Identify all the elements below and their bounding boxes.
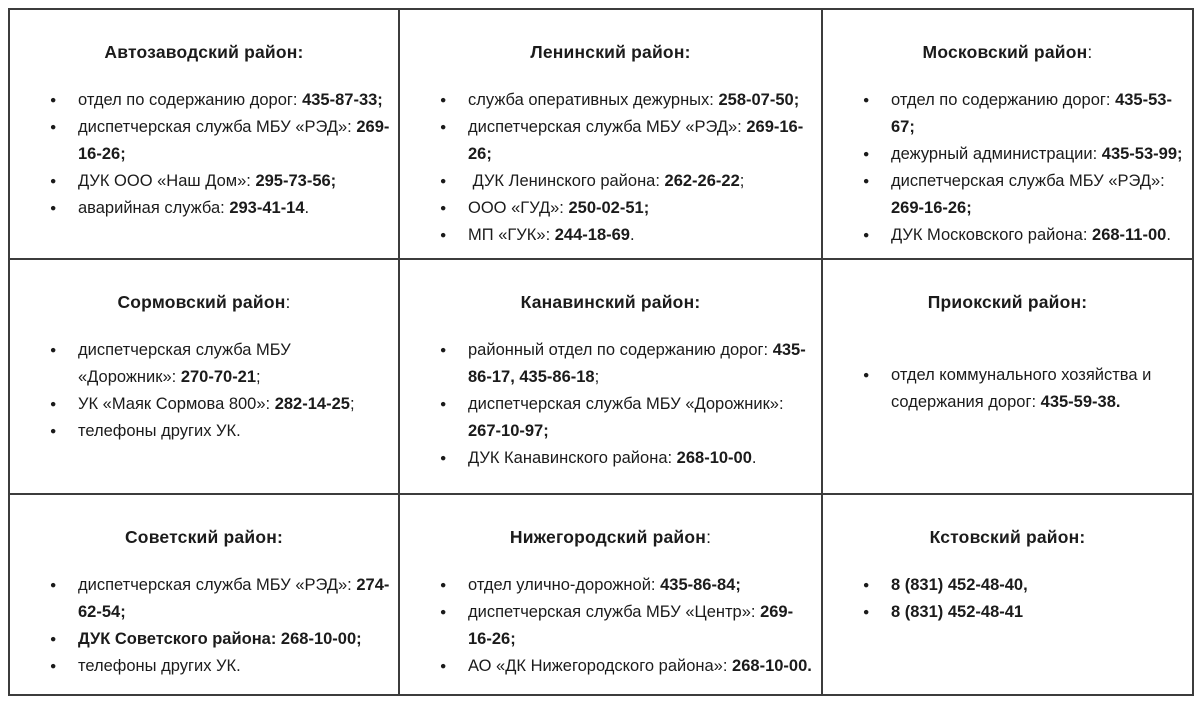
phone-number: 8 (831) 452-48-40, xyxy=(891,576,1028,594)
district-cell-kanavinsky xyxy=(400,260,823,495)
title-segment: Нижегородский район xyxy=(509,527,707,547)
district-title xyxy=(400,290,821,314)
phone-number: 268-10-00. xyxy=(732,657,812,675)
phone-list-item xyxy=(10,626,392,653)
phone-list xyxy=(10,572,398,680)
service-label: диспетчерская служба МБУ «Дорожник»: xyxy=(78,341,296,386)
districts-table xyxy=(8,8,1194,696)
phone-list-item xyxy=(10,391,392,418)
title-segment: Автозаводский район: xyxy=(104,42,304,62)
service-label: отдел по содержанию дорог: xyxy=(78,91,303,109)
phone-list-item xyxy=(823,168,1186,222)
phone-list xyxy=(10,87,398,222)
service-label: УК «Маяк Сормова 800»: xyxy=(78,395,275,413)
phone-list-item xyxy=(400,222,815,249)
service-label: диспетчерская служба МБУ «РЭД»: xyxy=(78,118,357,136)
title-segment: : xyxy=(285,292,291,312)
phone-number: 250-02-51; xyxy=(568,199,650,217)
district-cell-nizhegorodsky xyxy=(400,495,823,694)
service-label: ; xyxy=(256,368,261,386)
phone-number: 435-59-38. xyxy=(1040,393,1121,411)
title-segment: Московский район xyxy=(922,42,1088,62)
district-title xyxy=(10,290,398,314)
phone-list-item xyxy=(400,391,815,445)
phone-list-item xyxy=(823,222,1186,249)
title-segment: Ленинский район: xyxy=(530,42,691,62)
phone-list-item xyxy=(400,445,815,472)
phone-number: 274-62-54; xyxy=(78,576,390,621)
phone-list-item xyxy=(400,337,815,391)
phone-list-item xyxy=(400,572,815,599)
phone-list xyxy=(823,362,1192,416)
phone-list-item xyxy=(823,362,1186,416)
phone-number: 269-16-26; xyxy=(468,118,804,163)
phone-number: 435-53-67; xyxy=(891,91,1172,136)
service-label: диспетчерская служба МБУ «РЭД»: xyxy=(78,576,357,594)
district-cell-moskovsky xyxy=(823,10,1192,260)
service-label: . xyxy=(304,199,310,217)
phone-number: 244-18-69 xyxy=(554,226,630,244)
district-title xyxy=(823,525,1192,549)
service-label: телефоны других УК. xyxy=(78,657,241,675)
phone-list-item xyxy=(10,418,392,445)
phone-number: 268-10-00 xyxy=(676,449,752,467)
phone-number: 258-07-50; xyxy=(718,91,800,109)
service-label: телефоны других УК. xyxy=(78,422,241,440)
title-segment: : xyxy=(706,527,712,547)
phone-number: 435-86-84; xyxy=(660,576,741,594)
phone-number: 262-26-22 xyxy=(664,172,740,190)
title-segment: Советский район: xyxy=(124,527,284,547)
district-cell-avtozavodsky xyxy=(10,10,400,260)
phone-number: 269-16-26; xyxy=(891,199,972,217)
service-label: МП «ГУК»: xyxy=(468,226,555,244)
service-label: отдел по содержанию дорог: xyxy=(891,91,1116,109)
phone-list xyxy=(400,337,821,472)
phone-list-item xyxy=(400,114,815,168)
service-label: ДУК Канавинского района: xyxy=(468,449,677,467)
title-segment: Приокский район: xyxy=(927,292,1088,312)
service-label: АО «ДК Нижегородского района»: xyxy=(468,657,733,675)
service-label: дежурный администрации: xyxy=(891,145,1102,163)
title-segment: Сормовский район xyxy=(117,292,286,312)
service-label: отдел улично-дорожной: xyxy=(468,576,661,594)
phone-list xyxy=(823,572,1192,626)
service-label: ; xyxy=(349,395,355,413)
service-label: служба оперативных дежурных: xyxy=(468,91,719,109)
title-segment: Канавинский район: xyxy=(520,292,701,312)
district-cell-sovetsky xyxy=(10,495,400,694)
title-segment: : xyxy=(1087,42,1093,62)
phone-list-item xyxy=(400,599,815,653)
service-label: диспетчерская служба МБУ «Дорожник»: xyxy=(468,395,789,413)
service-label: диспетчерская служба МБУ «Центр»: xyxy=(468,603,761,621)
phone-list xyxy=(823,87,1192,249)
phone-list-item xyxy=(823,572,1186,599)
phone-list-item xyxy=(10,195,392,222)
service-label: . xyxy=(751,449,757,467)
phone-number: ДУК Советского района: 268-10-00; xyxy=(78,630,362,648)
phone-number: 282-14-25 xyxy=(274,395,350,413)
district-title xyxy=(823,40,1192,64)
phone-number: 435-53-99; xyxy=(1101,145,1183,163)
phone-list xyxy=(400,87,821,249)
district-title xyxy=(400,40,821,64)
service-label: ДУК Ленинского района: xyxy=(468,172,665,190)
service-label: ; xyxy=(594,368,600,386)
phone-list-item xyxy=(10,572,392,626)
district-title xyxy=(400,525,821,549)
phone-list-item xyxy=(10,168,392,195)
phone-number: 267-10-97; xyxy=(468,422,549,440)
service-label: . xyxy=(629,226,635,244)
district-title xyxy=(10,525,398,549)
title-segment: Кстовский район: xyxy=(929,527,1086,547)
phone-number: 269-16-26; xyxy=(468,603,794,648)
phone-list-item xyxy=(10,337,392,391)
district-cell-sormovsky xyxy=(10,260,400,495)
service-label: диспетчерская служба МБУ «РЭД»: xyxy=(468,118,747,136)
phone-list-item xyxy=(400,653,815,680)
phone-list-item xyxy=(823,141,1186,168)
phone-list-item xyxy=(10,114,392,168)
phone-number: 269-16-26; xyxy=(78,118,390,163)
service-label: . xyxy=(1166,226,1171,244)
phone-list-item xyxy=(400,195,815,222)
phone-list-item xyxy=(10,653,392,680)
phone-number: 268-11-00 xyxy=(1092,226,1167,244)
phone-list-item xyxy=(10,87,392,114)
phone-list xyxy=(10,337,398,445)
district-cell-leninsky xyxy=(400,10,823,260)
phone-list-item xyxy=(400,87,815,114)
phone-number: 270-70-21 xyxy=(180,368,257,386)
district-title xyxy=(823,290,1192,314)
phone-number: 435-87-33; xyxy=(302,91,383,109)
phone-list-item xyxy=(823,87,1186,141)
phone-number: 8 (831) 452-48-41 xyxy=(891,603,1024,621)
district-cell-kstovsky xyxy=(823,495,1192,694)
service-label: ; xyxy=(739,172,745,190)
service-label: ДУК ООО «Наш Дом»: xyxy=(78,172,256,190)
service-label: аварийная служба: xyxy=(78,199,230,217)
phone-number: 293-41-14 xyxy=(229,199,305,217)
district-cell-prioksky xyxy=(823,260,1192,495)
service-label: диспетчерская служба МБУ «РЭД»: xyxy=(891,172,1170,190)
district-title xyxy=(10,40,398,64)
service-label: ДУК Московского района: xyxy=(891,226,1093,244)
phone-number: 295-73-56; xyxy=(255,172,337,190)
service-label: отдел коммунального хозяйства и содержания дорог: xyxy=(891,366,1156,411)
phone-list xyxy=(400,572,821,680)
phone-number: 435-86-17, 435-86-18 xyxy=(468,341,806,386)
phone-list-item xyxy=(823,599,1186,626)
service-label: ООО «ГУД»: xyxy=(468,199,569,217)
service-label: районный отдел по содержанию дорог: xyxy=(468,341,773,359)
phone-list-item xyxy=(400,168,815,195)
